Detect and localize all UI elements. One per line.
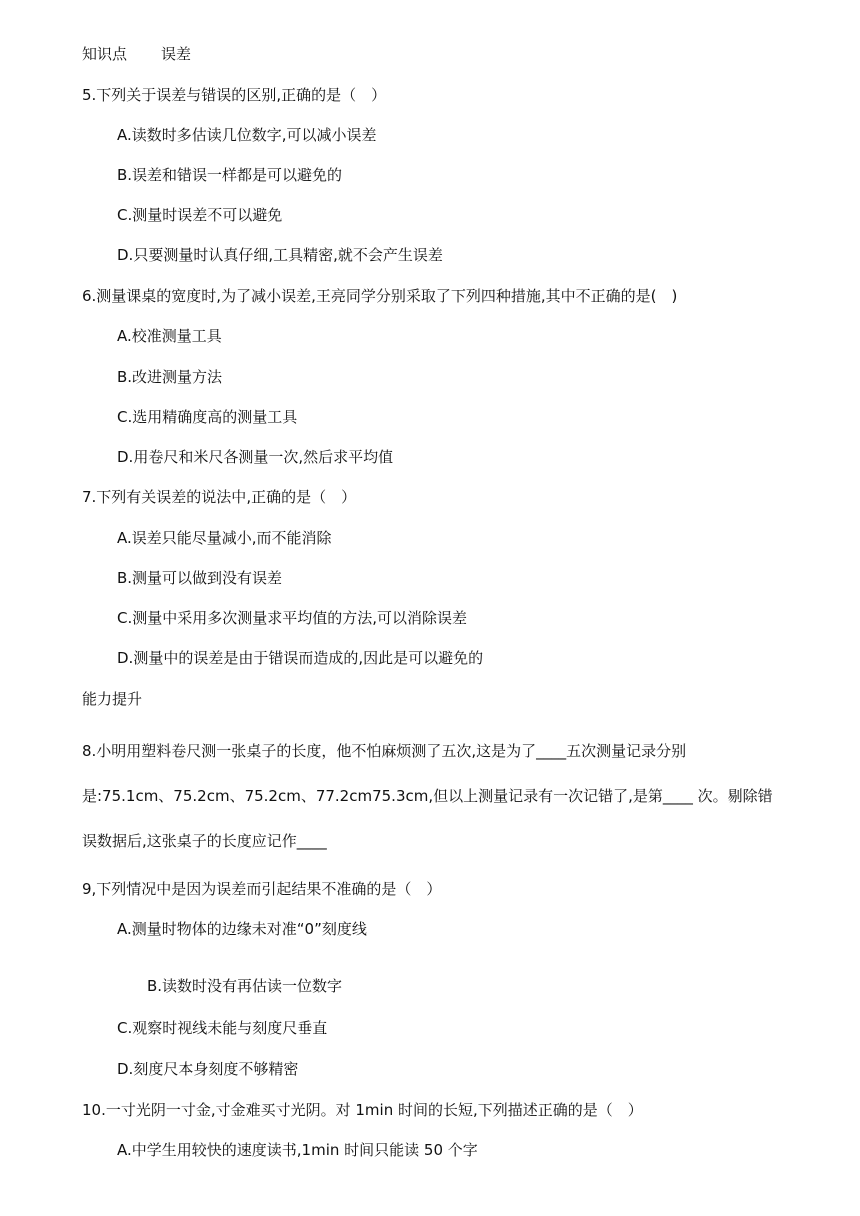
question-10-option-a: A.中学生用较快的速度读书,1min 时间只能读 50 个字 — [117, 1141, 478, 1159]
question-6-option-c: C.选用精确度高的测量工具 — [117, 408, 298, 426]
question-6-option-b: B.改进测量方法 — [117, 368, 223, 386]
question-7-option-d: D.测量中的误差是由于错误而造成的,因此是可以避免的 — [117, 649, 484, 667]
question-8-line-2: 是:75.1cm、75.2cm、75.2cm、77.2cm75.3cm,但以上测量记录有一次记错了,是第____ 次。剔除错 — [82, 787, 773, 805]
question-5-option-c: C.测量时误差不可以避免 — [117, 206, 283, 224]
question-6-option-a: A.校准测量工具 — [117, 327, 222, 345]
section-topic: 误差 — [161, 45, 192, 63]
question-7-option-a: A.误差只能尽量减小,而不能消除 — [117, 529, 332, 547]
question-9-option-a: A.测量时物体的边缘未对准“0”刻度线 — [117, 920, 367, 938]
question-9-option-b: B.读数时没有再估读一位数字 — [147, 977, 343, 995]
question-7-option-b: B.测量可以做到没有误差 — [117, 569, 283, 587]
question-9-option-d: D.刻度尺本身刻度不够精密 — [117, 1060, 299, 1078]
question-8-line-1: 8.小明用塑料卷尺测一张桌子的长度，他不怕麻烦测了五次,这是为了____五次测量记录分别 — [82, 742, 687, 760]
question-9-stem: 9,下列情况中是因为误差而引起结果不准确的是（ ） — [82, 880, 442, 898]
section-header-knowledge — [82, 44, 191, 64]
question-5-option-a: A.读数时多估读几位数字,可以减小误差 — [117, 126, 377, 144]
question-5-stem: 5.下列关于误差与错误的区别,正确的是（ ） — [82, 86, 387, 104]
question-5-option-d: D.只要测量时认真仔细,工具精密,就不会产生误差 — [117, 246, 443, 264]
question-6-stem: 6.测量课桌的宽度时,为了减小误差,王亮同学分别采取了下列四种措施,其中不正确的是( ) — [82, 287, 678, 305]
question-5-option-b: B.误差和错误一样都是可以避免的 — [117, 166, 343, 184]
question-7-option-c: C.测量中采用多次测量求平均值的方法,可以消除误差 — [117, 609, 468, 627]
section-header-ability: 能力提升 — [82, 690, 143, 708]
question-10-stem: 10.一寸光阴一寸金,寸金难买寸光阴。对 1min 时间的长短,下列描述正确的是（ ） — [82, 1101, 643, 1119]
question-8-line-3: 误数据后,这张桌子的长度应记作____ — [82, 832, 327, 850]
question-9-option-c: C.观察时视线未能与刻度尺垂直 — [117, 1019, 328, 1037]
question-7-stem: 7.下列有关误差的说法中,正确的是（ ） — [82, 488, 357, 506]
section-label: 知识点 — [82, 45, 128, 63]
question-6-option-d: D.用卷尺和米尺各测量一次,然后求平均值 — [117, 448, 394, 466]
